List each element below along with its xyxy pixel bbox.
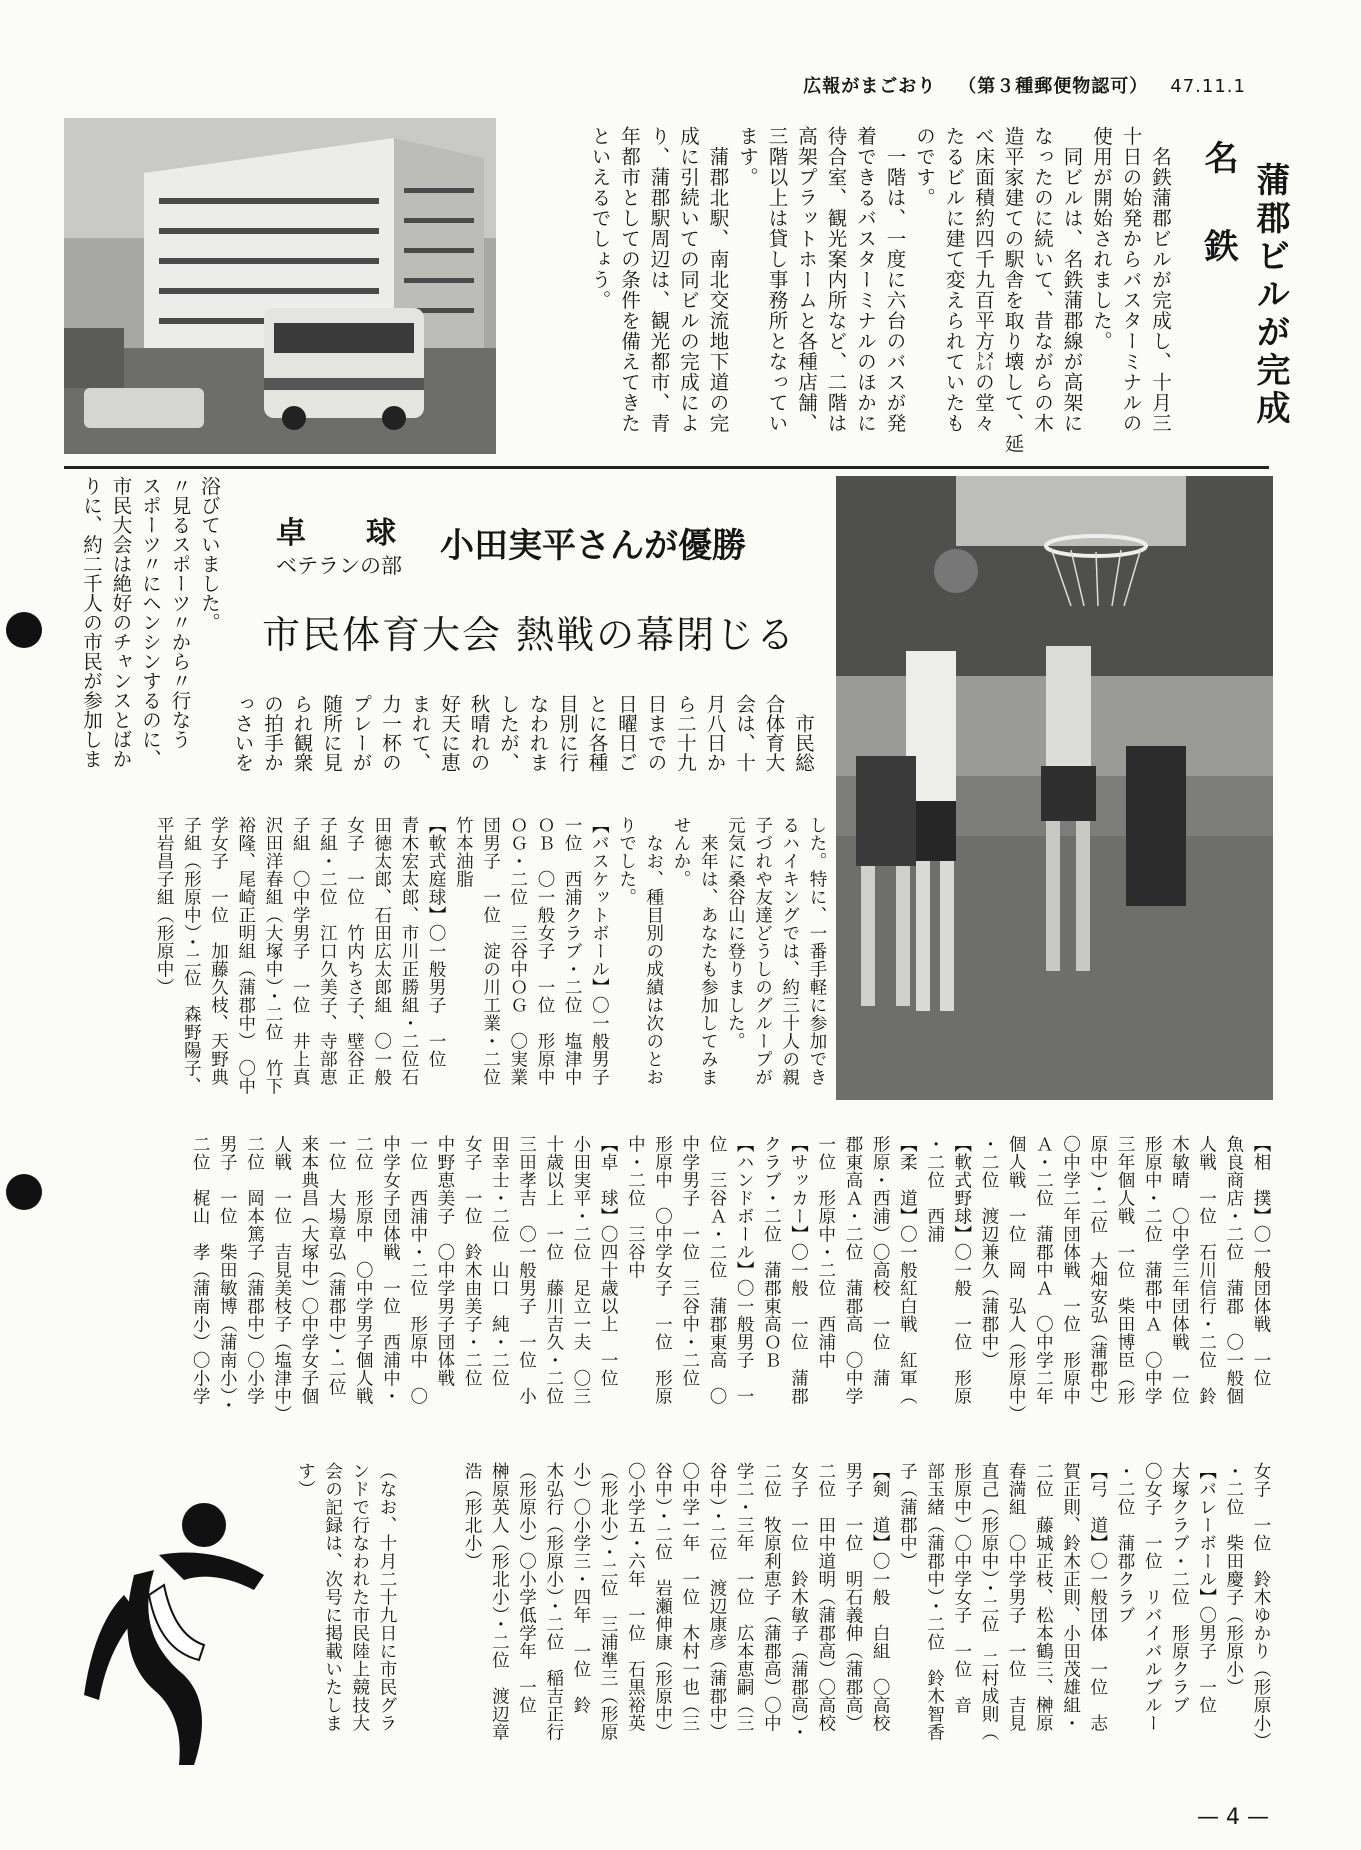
sub-event-label: 卓 球 (276, 516, 396, 551)
postal-note: （第３種郵便物認可） (958, 76, 1149, 97)
basketball-photo (836, 476, 1273, 1100)
page-header (781, 72, 1246, 98)
sub-headline: 小田実平さんが優勝 (440, 526, 746, 566)
building-photo (64, 118, 496, 454)
publication-name: 広報がまごおり (803, 76, 937, 97)
issue-date: 47.11.1 (1170, 76, 1246, 97)
sports-headline: 市民体育大会 熱戦の幕閉じる (262, 613, 797, 657)
binder-hole-bottom (6, 1174, 42, 1210)
binder-hole-top (6, 612, 42, 648)
meitetsu-title-line2: 蒲郡ビルが完成 (1250, 162, 1290, 428)
sub-division-label: ベテランの部 (276, 554, 402, 578)
sports-body-left: 浴びていました。 〃見るスポーツ〃から〃行なう スポーツ〃にヘンシンするのに、 市民大会は絶好のチャンスとばか りに、約二千人の市民が参加しま (80, 476, 221, 769)
results-block-2: 女子 一位 鈴木ゆかり（形原小） ・二位 柴田慶子（形原小） 【バレーボール】〇男子 一位 大塚クラブ・二位 形原クラブ 〇女子 一位 リバイバルブルー ・二位 蒲郡クラブ 【弓 道】〇一般団体 一位 志 賀正則、鈴木正則、小田茂雄組・ 二位 藤城正枝、松本鶴三、榊原 春満組 〇中学男子 一位 吉見 直己（形原中）・二位 二村成則（ 形原中）〇中学女子 一位 音 部玉緒（蒲郡中）・二位 鈴木智香 子（蒲郡中） 【剣 道】〇一般 白組 〇高校 男子 一位 明石義伸（蒲郡高） 二位 田中道明（蒲郡高）〇高校 女子 一位 鈴木敏子（蒲郡高）・ 二位 牧原利恵子（蒲郡高）〇中 学二・三年 一位 広本恵嗣（三 谷中）・二位 渡辺康彦（蒲郡中） 〇中学一年 一位 木村一也（三 谷中）・二位 岩瀬伸康（形原中） 〇小学五・六年 一位 石黒裕英 （形北小）・二位 三浦準三（形原 小）〇小学三・四年 一位 鈴 木弘行（形原小）・二位 稲吉正行 （形原小）〇小学低学年 一位 榊原英人（形北小）・二位 渡辺章 浩（形北小） (462, 1462, 1271, 1750)
runner-illustration (64, 1475, 274, 1775)
section-divider (64, 466, 1269, 469)
page-number: — 4 — (1197, 1805, 1269, 1830)
meitetsu-title-line1: 名 鉄 (1198, 140, 1238, 272)
meitetsu-body: 名鉄蒲郡ビルが完成し、十月三 十日の始発からバスターミナルの 使用が開始されました。 同ビルは、名鉄蒲郡線が高架に なったのに続いて、昔ながらの木 造平家建ての駅舎を取り壊して、延 べ床面積約四千九百平方㍍の堂々 たるビルに建て変えられていたも のです。 一階は、一度に六台のバスが発 着できるバスターミナルのほかに 待合室、観光案内所など、二階は 高架プラットホームと各種店舗、 三階以上は貸し事務所となってい ます。 蒲郡北駅、南北交流地下道の完 成に引続いての同ビルの完成によ り、蒲郡駅周辺は、観光都市、青 年都市としての条件を備えてきた といえるでしょう。 (588, 126, 1172, 454)
results-block-3: （なお、十月二十九日に市民グラ ンドで行なわれた市民陸上競技大 会の記録は、次号に掲載いたしま す） (295, 1462, 397, 1732)
sports-body-right: 市民総 合体育大 会は、十 月八日か ら二十九 日までの 日曜日ご とに各種 目別に行 なわれま したが、 秋晴れの 好天に恵 まれて、 力一杯の プレーが 随所に見 られ観衆 の拍手か っさいを (231, 694, 815, 772)
results-block-1: 【相 撲】〇一般団体戦 一位 魚良商店・二位 蒲郡 〇一般個 人戦 一位 石川信行・二位 鈴 木敏晴 〇中学三年団体戦 一位 形原中・二位 蒲郡中Ａ 〇中学 三年個人戦 一位 柴田博臣（形 原中）・二位 大畑安弘（蒲郡中） 〇中学二年団体戦 一位 形原中 Ａ・二位 蒲郡中Ａ 〇中学二年 個人戦 一位 岡 弘人（形原中） ・二位 渡辺兼久（蒲郡中） 【軟式野球】〇一般 一位 形原 ・二位 西浦 【柔 道】〇一般紅白戦 紅軍（ 形原・西浦）〇高校 一位 蒲 郡東高Ａ・二位 蒲郡高 〇中学 一位 形原中・二位 西浦中 【サッカー】〇一般 一位 蒲郡 クラブ・二位 蒲郡東高ＯＢ 【ハンドボール】〇一般男子 一 位 三谷Ａ・二位 蒲郡東高 〇 中学男子 一位 三谷中・二位 形原中 〇中学女子 一位 形原 中・二位 三谷中 【卓 球】〇四十歳以上 一位 小田実平・二位 足立一夫 〇三 十歳以上 一位 藤川吉久・二位 三田孝吉 〇一般男子 一位 小 田幸士・二位 山口 純・二位 女子 一位 鈴木由美子・二位 中野恵美子 〇中学男子団体戦 一位 西浦中・二位 形原中 〇 中学女子団体戦 一位 西浦中・ 二位 形原中 〇中学男子個人戦 一位 大場章弘（蒲郡中）・二位 来本典昌（大塚中）〇中学女子個 人戦 一位 吉見美枝子（塩津中） 二位 岡本篤子（蒲郡中）〇小学 男子 一位 柴田敏博（蒲南小）・ 二位 梶山 孝（蒲南小）〇小学 (190, 1135, 1271, 1423)
sports-body-middle: した。特に、一番手軽に参加でき るハイキングでは、約三十人の親 子づれや友達どうしのグループが 元気に桑谷山に登りました。 来年は、あなたも参加してみま せんか。 なお、種目別の成績は次のとお りでした。 【バスケットボール】〇一般男子 一位 西浦クラブ・二位 塩津中 ＯＢ 〇一般女子 一位 形原中 ＯＧ・二位 三谷中ＯＧ 〇実業 団男子 一位 淀の川工業・二位 竹本油脂 【軟式庭球】〇一般男子 一位 青木宏太郎、市川正勝組・二位石 田徳太郎、石田広太郎組 〇一般 女子 一位 竹内ちさ子、壁谷正 子組・二位 江口久美子、寺部恵 子組 〇中学男子 一位 井上真 沢田洋春組（大塚中）・二位 竹下 裕隆、尾崎正明組（蒲郡中） 〇中 学女子 一位 加藤久枝、天野典 子組（形原中）・二位 森野陽子、 平岩昌子組（形原中） (154, 816, 827, 1096)
